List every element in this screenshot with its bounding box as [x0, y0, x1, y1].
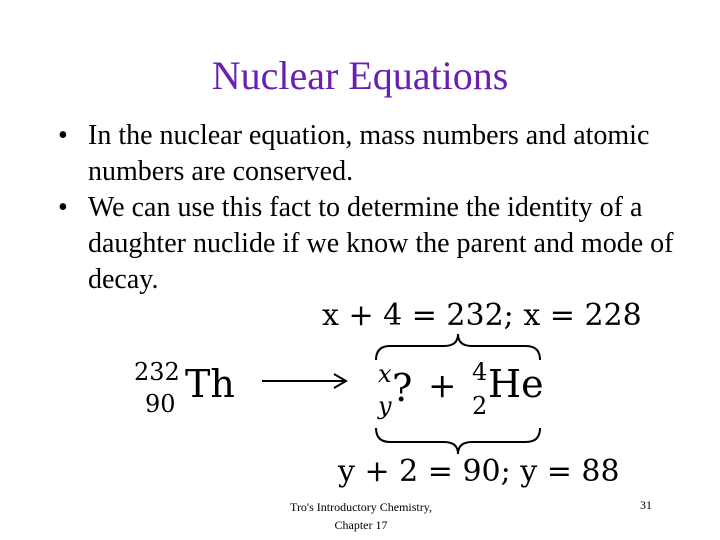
- alpha-atomic-number: 2: [472, 392, 488, 420]
- parent-mass-number: 232: [134, 358, 180, 386]
- top-brace: [372, 330, 544, 362]
- plus-sign: +: [428, 366, 457, 406]
- daughter-mass-number: x: [378, 360, 392, 388]
- reaction-arrow-icon: [260, 366, 350, 396]
- mass-number-relation: x + 4 = 232; x = 228: [322, 298, 642, 333]
- bullet-list: [58, 118, 678, 298]
- parent-symbol: Th: [185, 362, 235, 406]
- daughter-symbol: ?: [392, 366, 413, 410]
- footer-source-line2: Chapter 17: [334, 518, 388, 532]
- footer-source-line1: Tro's Introductory Chemistry,: [290, 500, 432, 514]
- footer-source: [266, 498, 456, 534]
- bullet-marker: •: [58, 120, 68, 151]
- alpha-symbol: He: [488, 362, 544, 406]
- page-number: 31: [640, 498, 652, 512]
- daughter-atomic-number: y: [378, 392, 392, 420]
- bullet-marker: •: [58, 192, 68, 223]
- bullet-text: In the nuclear equation, mass numbers and atomic numbers are conserved.: [88, 120, 650, 187]
- bullet-item: [58, 190, 678, 298]
- slide-title: Nuclear Equations: [211, 53, 509, 98]
- atomic-number-relation: y + 2 = 90; y = 88: [338, 454, 620, 489]
- bullet-item: [58, 118, 678, 190]
- parent-atomic-number: 90: [145, 390, 176, 418]
- bullet-text: We can use this fact to determine the identity of a daughter nuclide if we know the parent and mode of decay.: [88, 192, 674, 295]
- alpha-mass-number: 4: [472, 358, 488, 386]
